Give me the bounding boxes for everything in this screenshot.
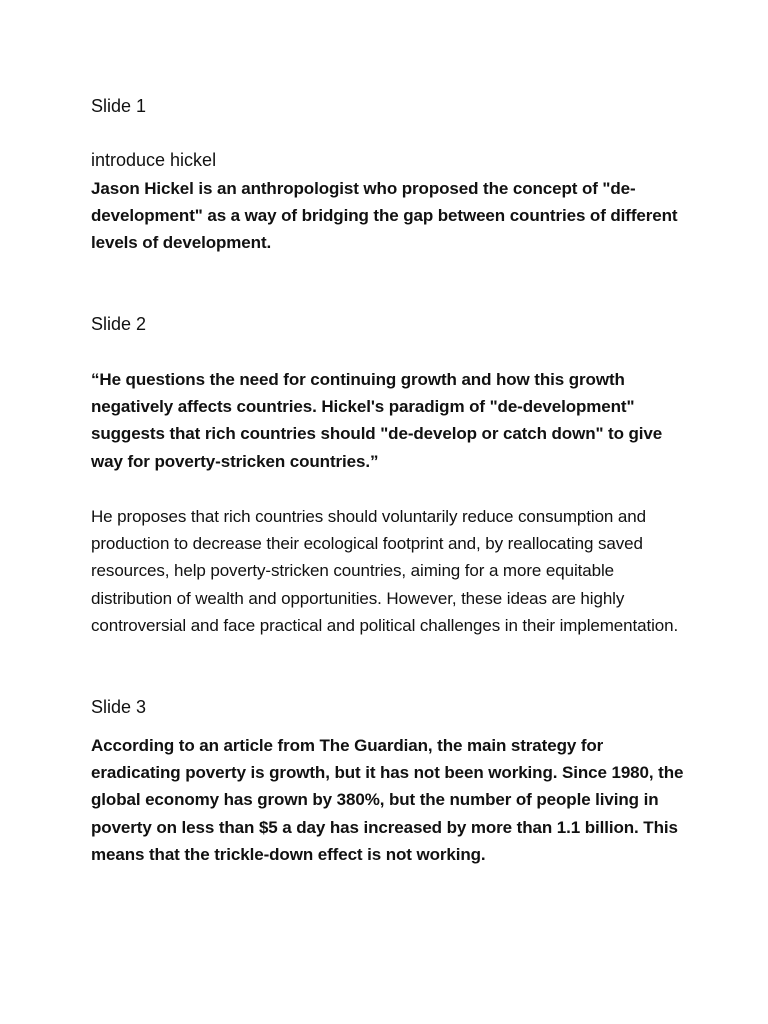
slide-1-heading: Slide 1 xyxy=(91,96,147,116)
slide-1-paragraph: Jason Hickel is an anthropologist who proposed the concept of "de-development" as a way of bridging the gap between countries of different levels of development. xyxy=(91,179,678,253)
slide-3-heading: Slide 3 xyxy=(91,697,147,717)
slide-2-heading: Slide 2 xyxy=(91,314,147,334)
slide-2-quote: “He questions the need for continuing growth and how this growth negatively affects countries. Hickel's paradigm of "de-development" suggests that rich countries should "de-develop or catch down" to give way for poverty-stricken countries.” xyxy=(91,370,663,471)
slide-2-paragraph: He proposes that rich countries should voluntarily reduce consumption and production to decrease their ecological footprint and, by reallocating saved resources, help poverty-stricken countries, aiming for a more equitable distribution of wealth and opportunities. However, these ideas are highly controversial and face practical and political challenges in their implementation. xyxy=(91,507,679,635)
slide-1-label: introduce hickel xyxy=(91,150,217,170)
slide-3-paragraph: According to an article from The Guardian, the main strategy for eradicating poverty is growth, but it has not been working. Since 1980, the global economy has grown by 380%, but the number of people living in poverty on less than $5 a day has increased by more than 1.1 billion. This means that the trickle-down effect is not working. xyxy=(91,736,684,864)
